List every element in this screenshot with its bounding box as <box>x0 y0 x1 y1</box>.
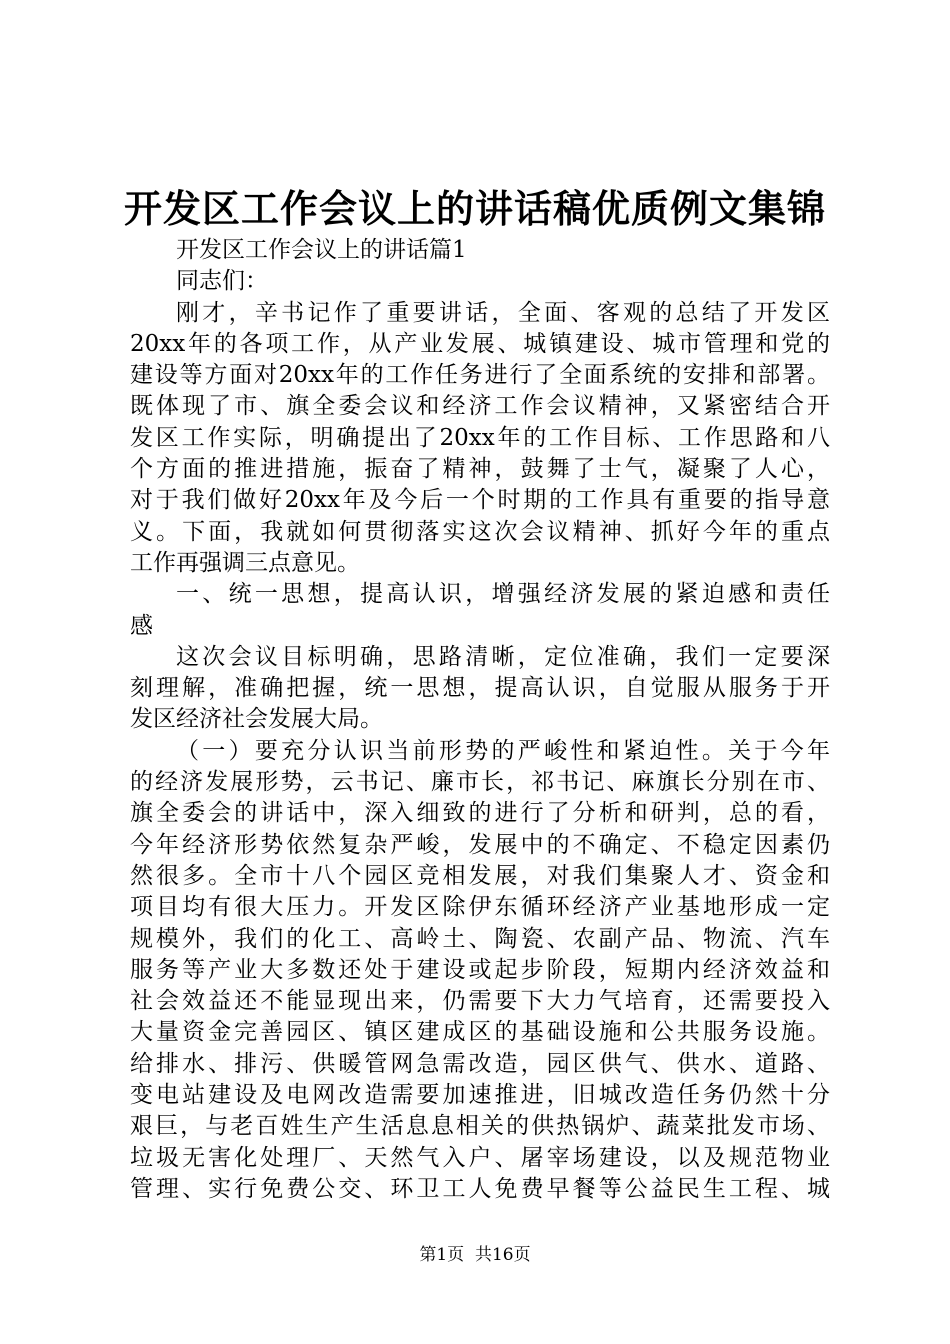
text-line: 感 <box>130 612 153 639</box>
text-line: 然很多。全市十八个园区竞相发展，对我们集聚人才、资金和 <box>130 862 830 889</box>
text-line: 给排水、排污、供暖管网急需改造，园区供气、供水、道路、 <box>130 1050 830 1077</box>
text-line: 发区工作实际，明确提出了20xx年的工作目标、工作思路和八 <box>130 424 830 451</box>
document-body <box>130 235 830 1205</box>
text-line: 艰巨，与老百姓生产生活息息相关的供热锅炉、蔬菜批发市场、 <box>130 1113 830 1140</box>
text-line: （一）要充分认识当前形势的严峻性和紧迫性。关于今年 <box>176 737 830 764</box>
text-line: 变电站建设及电网改造需要加速推进，旧城改造任务仍然十分 <box>130 1082 830 1109</box>
text-line: 社会效益还不能显现出来，仍需要下大力气培育，还需要投入 <box>130 988 830 1015</box>
text-line: 刻理解，准确把握，统一思想，提高认识，自觉服从服务于开 <box>130 675 830 702</box>
text-line: 项目均有很大压力。开发区除伊东循环经济产业基地形成一定 <box>130 894 830 921</box>
text-line: 服务等产业大多数还处于建设或起步阶段，短期内经济效益和 <box>130 956 830 983</box>
text-line: 对于我们做好20xx年及今后一个时期的工作具有重要的指导意 <box>130 487 830 514</box>
text-line: 工作再强调三点意见。 <box>130 549 360 576</box>
text-line: 今年经济形势依然复杂严峻，发展中的不确定、不稳定因素仍 <box>130 831 830 858</box>
text-line: 管理、实行免费公交、环卫工人免费早餐等公益民生工程、城 <box>130 1175 830 1202</box>
text-line: 旗全委会的讲话中，深入细致的进行了分析和研判，总的看， <box>130 800 830 827</box>
text-line: 一、统一思想，提高认识，增强经济发展的紧迫感和责任 <box>176 581 830 608</box>
text-line: 大量资金完善园区、镇区建成区的基础设施和公共服务设施。 <box>130 1019 830 1046</box>
text-line: 既体现了市、旗全委会议和经济工作会议精神，又紧密结合开 <box>130 393 830 420</box>
page-footer: 第1页 共16页 <box>419 1245 531 1265</box>
text-line: 的经济发展形势，云书记、廉市长，祁书记、麻旗长分别在市、 <box>130 769 830 796</box>
document-title: 开发区工作会议上的讲话稿优质例文集锦 <box>123 186 826 231</box>
text-line: 发区经济社会发展大局。 <box>130 706 383 733</box>
text-line: 义。下面，我就如何贯彻落实这次会议精神、抓好今年的重点 <box>130 518 830 545</box>
text-line: 建设等方面对20xx年的工作任务进行了全面系统的安排和部署。 <box>130 362 830 389</box>
text-line: 这次会议目标明确，思路清晰，定位准确，我们一定要深 <box>176 643 830 670</box>
text-line: 开发区工作会议上的讲话篇1 <box>176 237 467 263</box>
text-line: 刚才，辛书记作了重要讲话，全面、客观的总结了开发区 <box>176 299 830 326</box>
text-line: 同志们： <box>176 268 268 295</box>
text-line: 20xx年的各项工作，从产业发展、城镇建设、城市管理和党的 <box>130 330 830 357</box>
text-line: 个方面的推进措施，振奋了精神，鼓舞了士气，凝聚了人心， <box>130 456 830 483</box>
text-line: 规模外，我们的化工、高岭土、陶瓷、农副产品、物流、汽车 <box>130 925 830 952</box>
text-line: 垃圾无害化处理厂、天然气入户、屠宰场建设，以及规范物业 <box>130 1144 830 1171</box>
